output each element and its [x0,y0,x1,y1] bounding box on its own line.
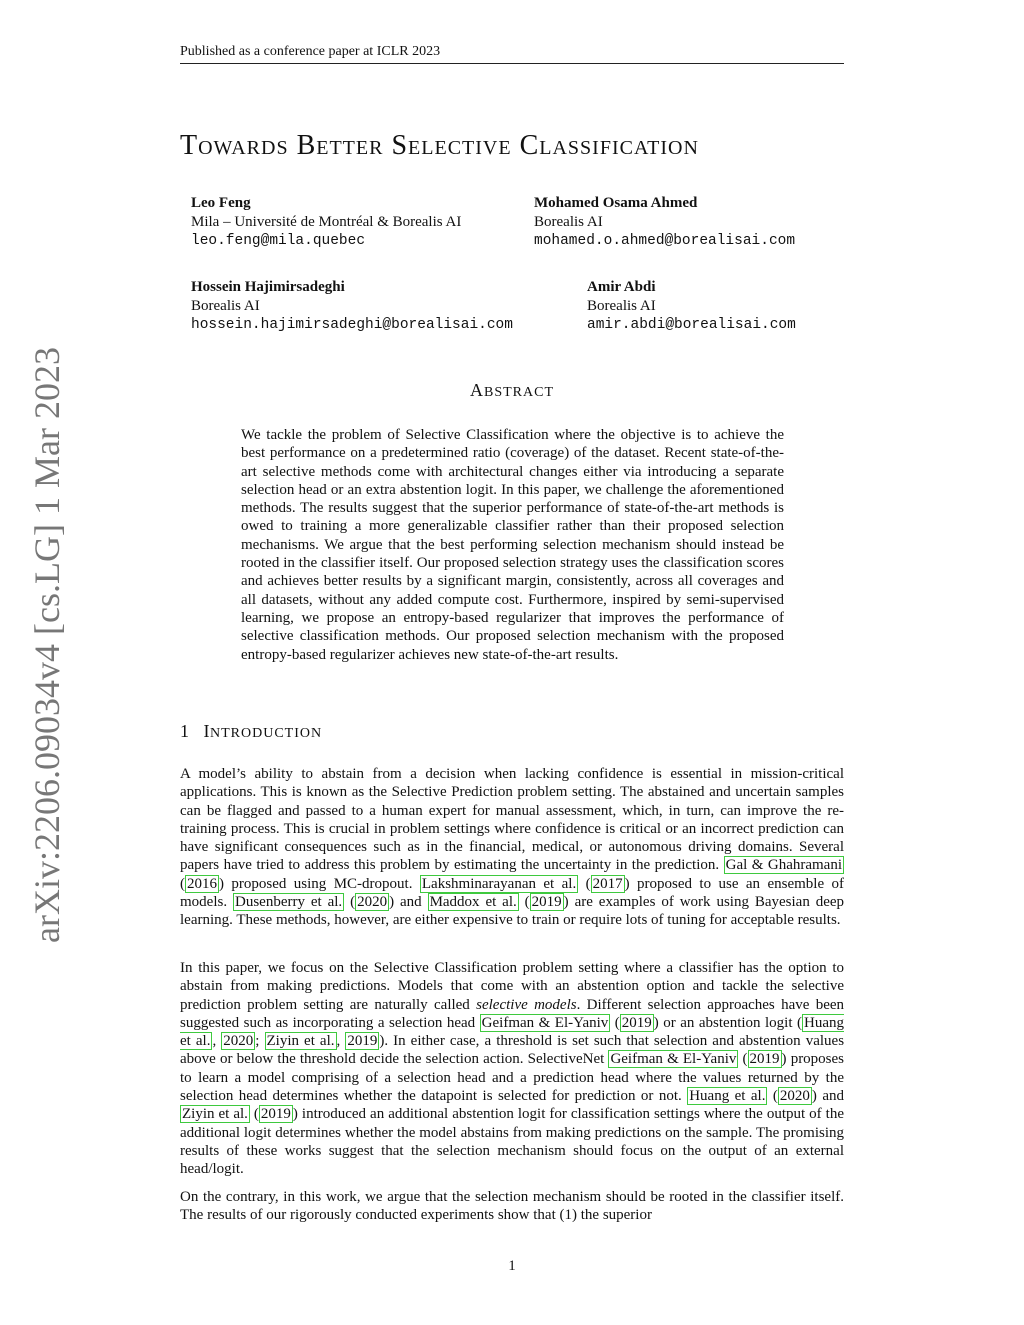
title-word: CLASSIFICATION [519,130,699,161]
citation-year-link[interactable]: 2019 [260,1106,291,1123]
author-email[interactable]: leo.feng@mila.quebec [191,233,366,249]
author-affiliation: Mila – Université de Montréal & Borealis AI [191,214,462,230]
citation-year-link[interactable]: 2017 [592,875,623,892]
author-affiliation: Borealis AI [191,298,260,314]
author-affiliation: Borealis AI [534,214,603,230]
citation-year-link[interactable]: 2020 [223,1033,254,1050]
running-header: Published as a conference paper at ICLR 2023 [180,44,844,64]
author-email[interactable]: mohamed.o.ahmed@borealisai.com [534,233,796,249]
author-email[interactable]: amir.abdi@borealisai.com [587,317,796,333]
intro-paragraph-3: On the contrary, in this work, we argue that the selection mechanism should be rooted in the classifier itself. The results of our rigorously conducted experiments show that (1) the superior [180,1189,844,1224]
citation-year-link[interactable]: 2020 [357,894,388,911]
author-name: Hossein Hajimirsadeghi [191,279,345,295]
citation-link[interactable]: Huang et al. [180,1014,845,1050]
citation-link[interactable]: Ziyin et al. [266,1033,335,1050]
title-word: SELECTIVE [391,130,512,161]
author-affiliation: Borealis AI [587,298,656,314]
author-block [191,278,513,335]
citation-year-link[interactable]: 2016 [187,875,217,892]
citation-year-link[interactable]: 2019 [531,894,562,911]
citation-link[interactable]: Gal & Ghahramani [725,857,842,874]
author-block [534,194,795,251]
paper-title [180,130,844,162]
citation-year-link[interactable]: 2019 [347,1033,378,1050]
citation-link[interactable]: Huang et al. [689,1088,766,1105]
author-block [191,194,461,251]
page-number: 1 [508,1258,516,1274]
citation-link[interactable]: Geifman & El-Yaniv [610,1051,737,1068]
arxiv-stamp [12,346,82,943]
author-name: Leo Feng [191,195,251,211]
title-word: BETTER [296,130,384,161]
abstract-text: We tackle the problem of Selective Classification where the objective is to achieve the best performance on a predetermined ratio (coverage) of the dataset. Recent state-of-the-art selective methods come with architectural changes either via introducing a separate selection head or an extra abstention logit. In this paper, we challenge the aforementioned methods. The results suggest that the superior performance of state-of-the-art methods is owed to training a more generalizable classifier rather than their proposed selection mechanisms. We argue that the best performing selection mechanism should instead be rooted in the classifier itself. Our proposed selection strategy uses the classification scores and achieves better results by a significant margin, consistently, across all coverages and all datasets, without any added compute cost. Furthermore, inspired by semi-supervised learning, we propose an entropy-based regularizer that improves the performance of selective classification methods. Our proposed selection mechanism with the proposed entropy-based regularizer achieves new state-of-the-art results. [241,427,784,663]
citation-link[interactable]: Dusenberry et al. [235,894,343,911]
section-heading-introduction: 1 INTRODUCTION [180,721,323,741]
author-name: Mohamed Osama Ahmed [534,195,698,211]
author-email[interactable]: hossein.hajimirsadeghi@borealisai.com [191,317,513,333]
author-block [587,278,796,335]
citation-link[interactable]: Lakshminarayanan et al. [421,875,577,892]
citation-year-link[interactable]: 2019 [621,1014,652,1031]
abstract-heading: ABSTRACT [469,380,554,400]
intro-paragraph-2: In this paper, we focus on the Selective Classification problem setting where a classifier has the option to abstain from making predictions. Models that come with an abstention option and tackle the selective prediction problem setting are naturally called selective models. Different selection approaches have been suggested such as incorporating a selection head Geifman & El-Yaniv ( 2019 ) or an abstention logit ( Huang et al. , 2020 ; Ziyin et al. , 2019 ). In either case, a threshold is set such that selection and abstention values above or below the threshold decide the selection action. SelectiveNet Geifman & El-Yaniv ( 2019 ) proposes to learn a model comprising of a selection head and a prediction head where the values returned by the selection head determines whether the datapoint is selected for prediction or not. Huang et al. ( 2020 ) and Ziyin et al. ( 2019 ) introduced an additional abstention logit for classification settings where the output of the additional logit determines whether the model abstains from making predictions on the sample. The promising results of these works suggest that the selection mechanism should focus on the output of an external head/logit. [180,960,845,1178]
citation-link[interactable]: Ziyin et al. [182,1106,248,1123]
citation-link[interactable]: Maddox et al. [429,894,517,911]
arxiv-stamp-text: arXiv:2206.09034v4 [cs.LG] 1 Mar 2023 [27,346,67,943]
citation-year-link[interactable]: 2019 [749,1051,780,1068]
citation-link[interactable]: Geifman & El-Yaniv [481,1014,609,1031]
citation-year-link[interactable]: 2020 [779,1088,810,1105]
title-word: TOWARDS [180,130,289,161]
author-name: Amir Abdi [587,279,656,295]
intro-paragraph-1: A model’s ability to abstain from a decision when lacking confidence is essential in mission-critical applications. This is known as the Selective Prediction problem setting. The abstained and uncertain samples can be flagged and passed to a human expert for manual assessment, which, in turn, can improve the re-training process. This is crucial in problem settings where confidence is critical or an incorrect prediction can have significant consequences such as in the financial, medical, or autonomous driving domains. Several papers have tried to address this problem by estimating the uncertainty in the prediction. Gal & Ghahramani ( 2016 ) proposed using MC-dropout. Lakshminarayanan et al. ( 2017 ) proposed to use an ensemble of models. Dusenberry et al. ( 2020 ) and Maddox et al. ( 2019 ) are examples of work using Bayesian deep learning. These methods, however, are either expensive to train or require lots of tuning for acceptable results. [180,766,845,929]
